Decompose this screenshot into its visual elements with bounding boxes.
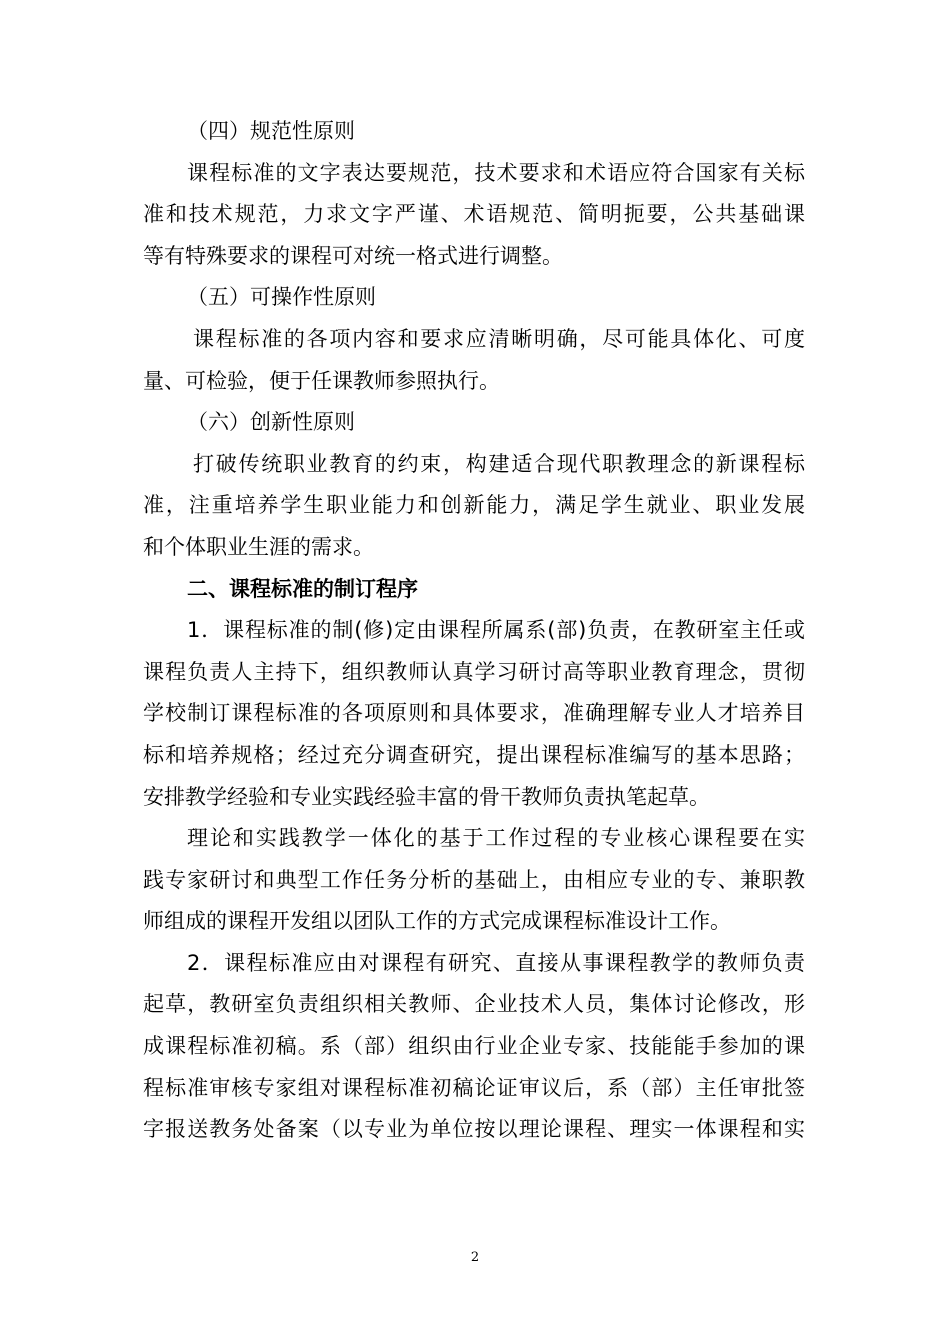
paragraph-line: 准，注重培养学生职业能力和创新能力，满足学生就业、职业发展 [143, 493, 805, 518]
paragraph-line: 等有特殊要求的课程可对统一格式进行调整。 [143, 243, 563, 268]
page-number: 2 [470, 1250, 480, 1265]
paragraph-line: 标和培养规格；经过充分调查研究，提出课程标准编写的基本思路； [143, 742, 805, 767]
paragraph-line: 起草，教研室负责组织相关教师、企业技术人员，集体讨论修改，形 [143, 992, 805, 1017]
paragraph-line: 学校制订课程标准的各项原则和具体要求，准确理解专业人才培养目 [143, 701, 805, 726]
document-body [143, 111, 805, 1151]
paragraph-line: 理论和实践教学一体化的基于工作过程的专业核心课程要在实 [187, 826, 805, 851]
paragraph-line: 成课程标准初稿。系（部）组织由行业企业专家、技能能手参加的课 [143, 1034, 805, 1059]
paragraph-line: 程标准审核专家组对课程标准初稿论证审议后，系（部）主任审批签 [143, 1075, 805, 1100]
paragraph-line: 课程标准的各项内容和要求应清晰明确，尽可能具体化、可度 [193, 326, 805, 351]
section-heading-five: （五）可操作性原则 [187, 285, 376, 310]
paragraph-line: 准和技术规范，力求文字严谨、术语规范、简明扼要，公共基础课 [143, 202, 805, 227]
chapter-heading: 二、课程标准的制订程序 [187, 576, 418, 601]
paragraph-line: 课程负责人主持下，组织教师认真学习研讨高等职业教育理念，贯彻 [143, 659, 805, 684]
paragraph-line: 打破传统职业教育的约束，构建适合现代职教理念的新课程标 [193, 451, 805, 476]
paragraph-line: 和个体职业生涯的需求。 [143, 534, 374, 559]
paragraph-line: 2．课程标准应由对课程有研究、直接从事课程教学的教师负责 [187, 950, 805, 975]
paragraph-line: 1．课程标准的制(修)定由课程所属系(部)负责，在教研室主任或 [187, 618, 805, 643]
section-heading-six: （六）创新性原则 [187, 410, 355, 435]
paragraph-line: 践专家研讨和典型工作任务分析的基础上，由相应专业的专、兼职教 [143, 867, 805, 892]
paragraph-line: 字报送教务处备案（以专业为单位按以理论课程、理实一体课程和实 [143, 1117, 805, 1142]
paragraph-line: 量、可检验，便于任课教师参照执行。 [143, 368, 500, 393]
paragraph-line: 安排教学经验和专业实践经验丰富的骨干教师负责执笔起草。 [143, 784, 710, 809]
paragraph-line: 课程标准的文字表达要规范，技术要求和术语应符合国家有关标 [187, 160, 805, 185]
section-heading-four: （四）规范性原则 [187, 119, 355, 143]
paragraph-line: 师组成的课程开发组以团队工作的方式完成课程标准设计工作。 [143, 909, 731, 934]
